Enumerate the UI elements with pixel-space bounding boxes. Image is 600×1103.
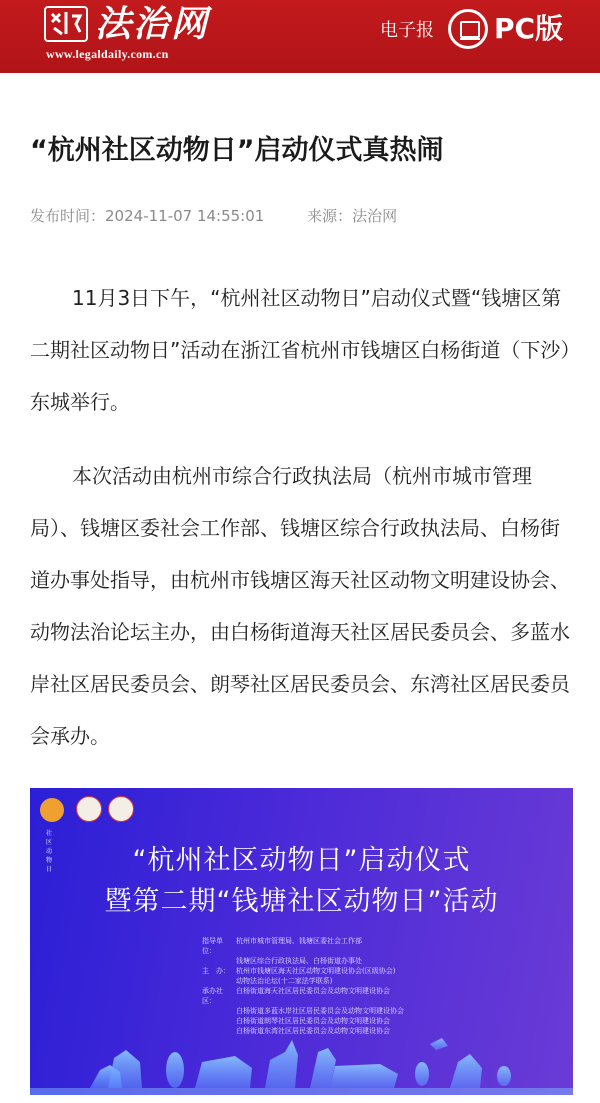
pc-version-link[interactable]: PC版 (494, 12, 564, 45)
source-name: 法治网 (352, 207, 398, 225)
article-meta (30, 204, 397, 228)
event-banner-image[interactable] (30, 788, 573, 1095)
banner-logo-caption: 社区动物日 (46, 830, 53, 873)
article-paragraph: 11月3日下午，“杭州社区动物日”启动仪式暨“钱塘区第二期社区动物日”活动在浙江省杭州市钱塘区白杨街道（下沙）东城举行。 (30, 286, 571, 414)
article-paragraph: 本次活动由杭州市综合行政执法局（杭州市城市管理局）、钱塘区委社会工作部、钱塘区综合行政执法局、白杨街道办事处指导，由杭州市钱塘区海天社区动物文明建设协会、动物法治论坛主办，由白杨街道海天社区居民委员会、多蓝水岸社区居民委员会、朗琴社区居民委员会、东湾社区居民委员会承办。 (30, 464, 570, 748)
organizer-logo-icon (76, 796, 102, 822)
organizer-logo-icon (40, 798, 64, 822)
banner-title-line2: 暨第二期“钱塘社区动物日”活动 (104, 886, 499, 917)
banner-title-line1: “杭州社区动物日”启动仪式 (132, 845, 471, 876)
monitor-icon[interactable] (448, 9, 488, 49)
organizer-logo-icon (108, 796, 134, 822)
article-title: “杭州社区动物日”启动仪式真热闹 (30, 135, 444, 166)
site-url: www.legaldaily.com.cn (46, 47, 169, 61)
site-header (0, 0, 600, 73)
animal-silhouettes-icon (30, 1010, 573, 1095)
epaper-link[interactable]: 电子报 (380, 20, 434, 41)
publish-label: 发布时间： (30, 207, 106, 225)
source-label: 来源： (307, 207, 353, 225)
logo-seal-icon[interactable] (44, 6, 88, 42)
site-logo-text[interactable]: 法治网 (95, 3, 210, 45)
banner-organizers: 指导单位： 杭州市城市管理局、钱塘区委社会工作部 钱塘区综合行政执法局、白杨街道办事处 主 办： 杭州市钱塘区海天社区动物文明建设协会(区级协会) 动物法治论坛(十二家法学联系) 承办社区： 白杨街道海天社区居民委员会及动物文明建设协会 白杨街道多蓝水岸社区居民委员会及动物文明建设协会 白杨街道朗琴社区居民委员会及动物文明建设协会 白杨街道东湾社区居民委员会及动物文明建设协会 (202, 937, 404, 1035)
publish-time: 2024-11-07 14:55:01 (105, 207, 265, 225)
